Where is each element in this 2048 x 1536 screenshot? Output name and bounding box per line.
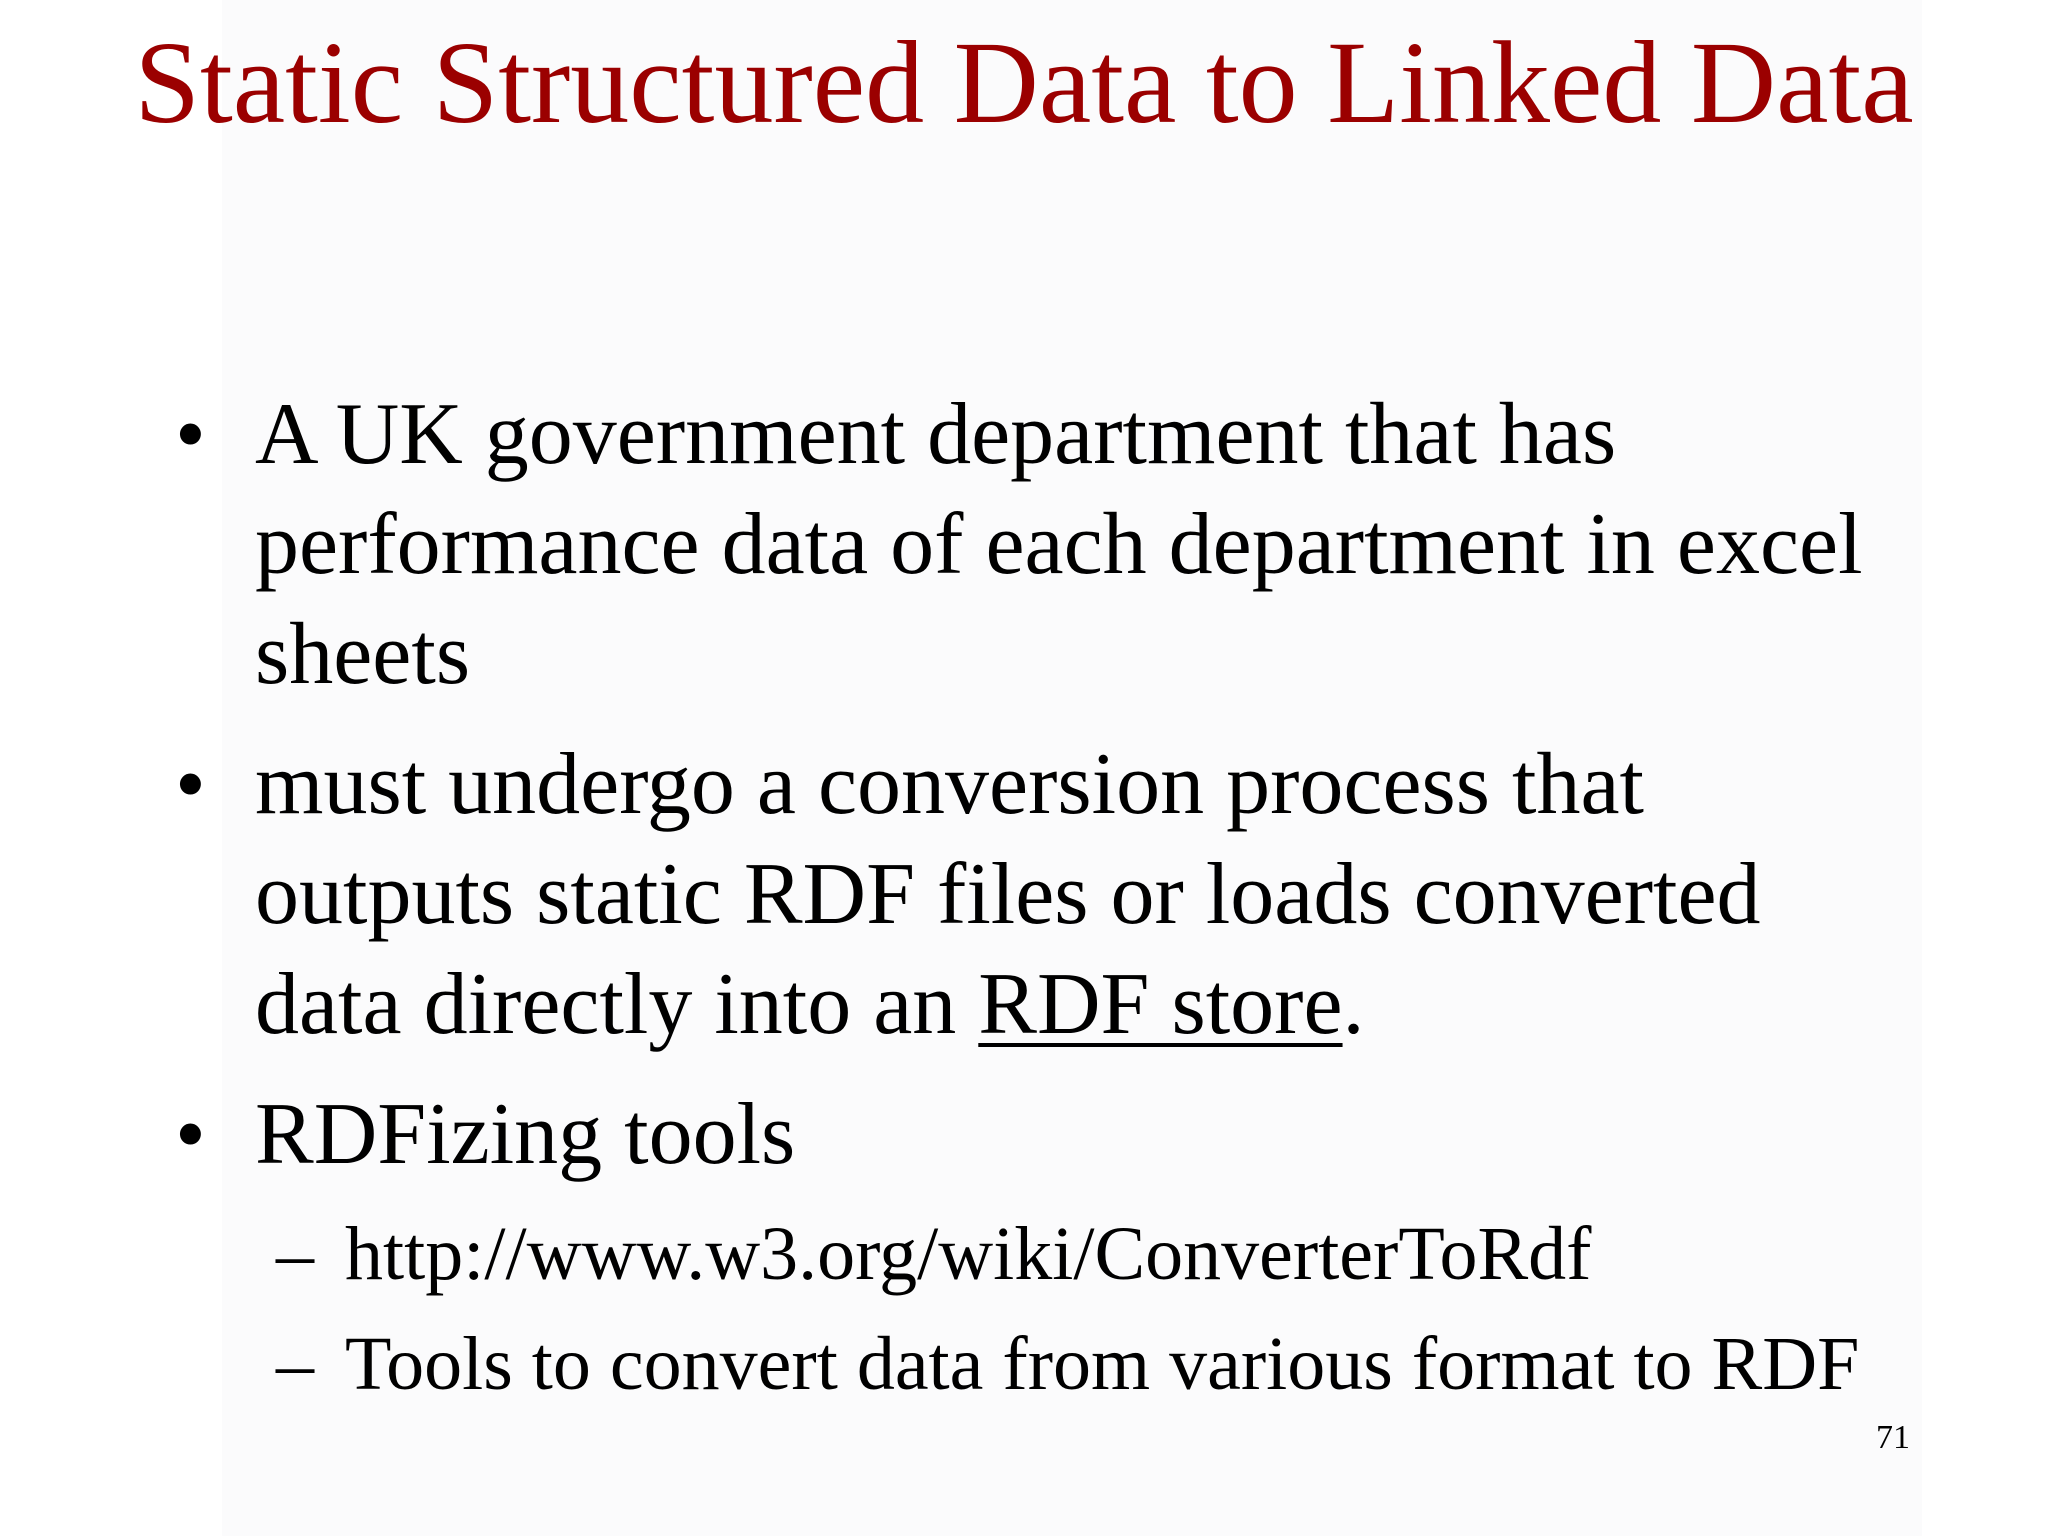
- bullet-item-2: [175, 730, 1895, 1060]
- sub-bullet-item-2: [255, 1318, 1895, 1410]
- page-number: 71: [1876, 1419, 1910, 1456]
- bullet-item-3: [175, 1080, 1895, 1410]
- converter-url-text: http://www.w3.org/wiki/ConverterToRdf: [345, 1212, 1592, 1296]
- slide-title: Static Structured Data to Linked Data: [134, 17, 1914, 148]
- bullet-marker: •: [175, 736, 206, 833]
- bullet-list: [175, 380, 1895, 1430]
- bullet-text-end: .: [1342, 956, 1365, 1053]
- sub-bullet-list: [255, 1208, 1895, 1410]
- bullet-text: RDFizing tools: [255, 1086, 796, 1183]
- sub-bullet-item-1: [255, 1208, 1895, 1300]
- sub-bullet-marker: –: [276, 1212, 314, 1296]
- bullet-marker: •: [175, 1086, 206, 1183]
- bullet-marker: •: [175, 386, 206, 483]
- sub-bullet-marker: –: [276, 1322, 314, 1406]
- rdf-store-link[interactable]: RDF store: [978, 956, 1343, 1053]
- sub-bullet-text: Tools to convert data from various format to RDF: [345, 1322, 1860, 1406]
- bullet-text: must undergo a conversion process that outputs static RDF files or loads converted data directly into an: [255, 736, 1761, 1053]
- bullet-text: A UK government department that has performance data of each department in excel sheets: [255, 386, 1863, 703]
- bullet-item-1: [175, 380, 1895, 710]
